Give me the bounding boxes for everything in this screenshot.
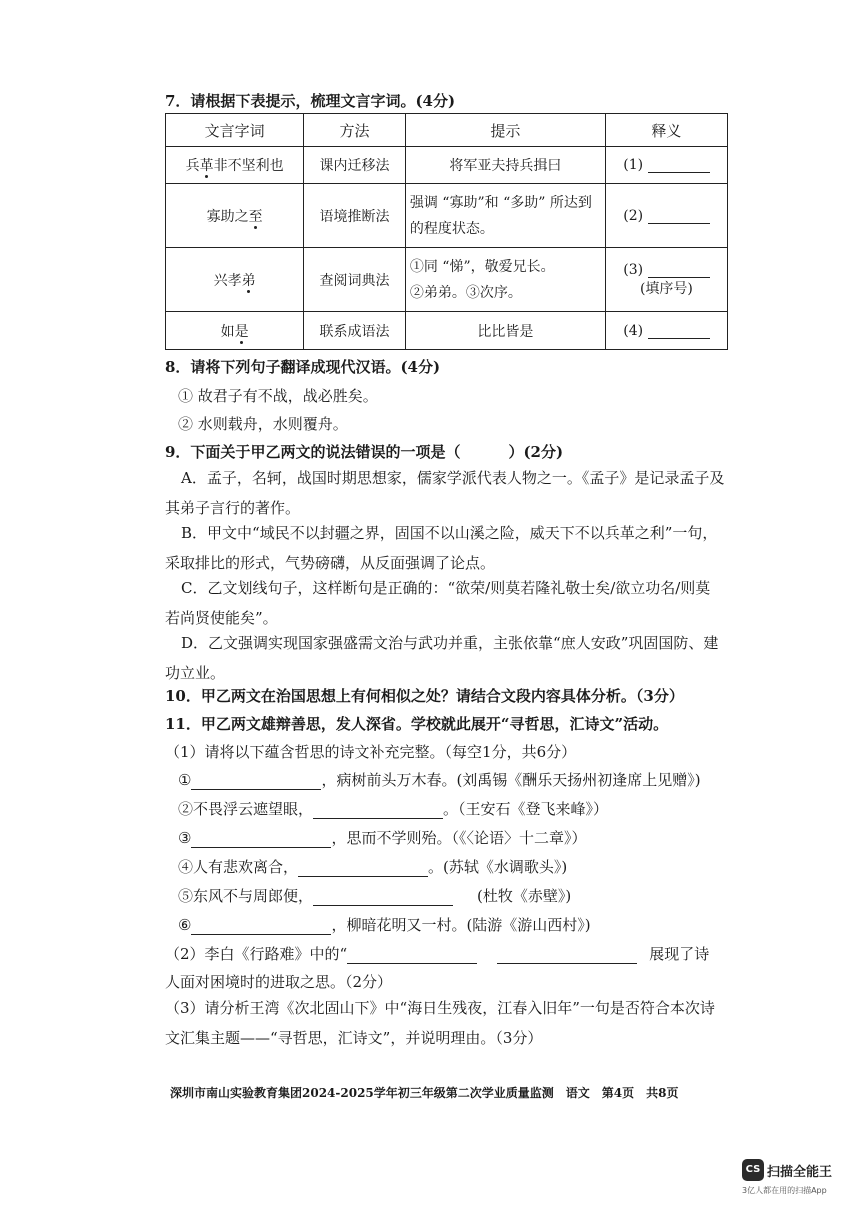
page-footer: 深圳市南山实验教育集团2024-2025学年初三年级第二次学业质量监测 语文 第4页 共8页 xyxy=(170,1086,679,1100)
watermark-tagline: 3亿人都在用的扫描App xyxy=(742,1186,827,1195)
cell-word: 兵革非不坚利也 xyxy=(166,147,304,184)
emphasis-char: 革 xyxy=(199,158,214,174)
emphasis-char: 至 xyxy=(248,208,263,225)
cell-method: 联系成语法 xyxy=(304,312,406,350)
cell-method: 课内迁移法 xyxy=(304,147,406,184)
cell-hint: 将军亚夫持兵揖曰 xyxy=(405,147,605,184)
table-row xyxy=(166,248,728,312)
header-word: 文言字词 xyxy=(166,114,304,147)
fill-item-4: ④人有悲欢离合， 。(苏轼《水调歌头》) xyxy=(178,858,568,876)
cell-word: 寡助之至 xyxy=(166,184,304,248)
q8-title: 8．请将下列句子翻译成现代汉语。(4分) xyxy=(165,358,441,376)
fill-blank[interactable] xyxy=(191,847,331,848)
header-hint: 提示 xyxy=(405,114,605,147)
q11-sub1: （1）请将以下蕴含哲思的诗文补充完整。（每空1分，共6分） xyxy=(165,743,577,761)
q9-option-c: C．乙文划线句子，这样断句是正确的：“欲荣/则莫若隆礼敬士矣/欲立功名/则莫若尚贤使能矣”。 xyxy=(165,579,711,627)
watermark-name: 扫描全能王 xyxy=(767,1165,833,1180)
q9-title: 9．下面关于甲乙两文的说法错误的一项是（ ）(2分) xyxy=(165,443,564,461)
q9-option-b: B．甲文中“域民不以封疆之界，固国不以山溪之险，威天下不以兵革之利”一句，采取排比的形式，气势磅礴，从反面强调了论点。 xyxy=(165,524,718,572)
cell-answer: (2) xyxy=(605,184,727,248)
fill-item-6: ⑥ ，柳暗花明又一村。(陆游《游山西村》) xyxy=(178,916,591,934)
answer-blank[interactable] xyxy=(648,223,710,224)
table-row xyxy=(166,147,728,184)
q11-sub3: （3）请分析王湾《次北固山下》中“海日生残夜，江春入旧年”一句是否符合本次诗文汇集主题——“寻哲思，汇诗文”，并说明理由。（3分） xyxy=(165,999,715,1047)
q7-title: 7．请根据下表提示，梳理文言字词。(4分) xyxy=(165,92,456,110)
cell-answer: (1) xyxy=(605,147,727,184)
fill-blank[interactable] xyxy=(497,963,637,964)
cell-answer: (3) (填序号) xyxy=(605,248,727,312)
cell-hint: ①同 “悌”，敬爱兄长。 ②弟弟。③次序。 xyxy=(405,248,605,312)
header-meaning: 释义 xyxy=(605,114,727,147)
fill-item-1: ① ，病树前头万木春。(刘禹锡《酬乐天扬州初逢席上见赠》) xyxy=(178,771,701,789)
cell-method: 查阅词典法 xyxy=(304,248,406,312)
fill-blank[interactable] xyxy=(313,818,443,819)
header-method: 方法 xyxy=(304,114,406,147)
cell-hint: 比比皆是 xyxy=(405,312,605,350)
vocab-table xyxy=(165,113,728,350)
q8-item: ② 水则载舟，水则覆舟。 xyxy=(178,415,348,433)
q9-option-a: A．孟子，名轲，战国时期思想家，儒家学派代表人物之一。《孟子》是记录孟子及其弟子言行的著作。 xyxy=(165,469,725,517)
table-row xyxy=(166,312,728,350)
table-row xyxy=(166,184,728,248)
fill-item-5: ⑤东风不与周郎便， (杜牧《赤壁》) xyxy=(178,887,572,905)
q11-sub2: （2）李白《行路难》中的“ 展现了诗 xyxy=(165,945,710,963)
q8-item: ① 故君子有不战，战必胜矣。 xyxy=(178,387,378,405)
cell-hint: 强调 “寡助”和 “多助” 所达到的程度状态。 xyxy=(405,184,605,248)
cell-word: 如是 xyxy=(166,312,304,350)
answer-note: (填序号) xyxy=(639,280,693,297)
fill-blank[interactable] xyxy=(191,934,331,935)
fill-blank[interactable] xyxy=(313,905,453,906)
fill-blank[interactable] xyxy=(191,789,321,790)
q11-title: 11．甲乙两文雄辩善思，发人深省。学校就此展开“寻哲思，汇诗文”活动。 xyxy=(165,715,669,733)
emphasis-char: 弟 xyxy=(241,272,256,289)
cell-word: 兴孝弟 xyxy=(166,248,304,312)
fill-blank[interactable] xyxy=(298,876,428,877)
answer-blank[interactable] xyxy=(648,172,710,173)
cell-answer: (4) xyxy=(605,312,727,350)
q10-title: 10．甲乙两文在治国思想上有何相似之处？请结合文段内容具体分析。（3分） xyxy=(165,687,684,705)
table-header-row xyxy=(166,114,728,147)
q9-option-d: D．乙文强调实现国家强盛需文治与武功并重，主张依靠“庶人安政”巩固国防、建功立业。 xyxy=(165,634,719,682)
fill-item-2: ②不畏浮云遮望眼， 。（王安石《登飞来峰》） xyxy=(178,800,609,818)
fill-item-3: ③ ，思而不学则殆。（《〈论语〉十二章》） xyxy=(178,829,587,847)
q11-sub2-cont: 人面对困境时的进取之思。（2分） xyxy=(165,973,393,991)
answer-blank[interactable] xyxy=(648,338,710,339)
fill-blank[interactable] xyxy=(347,963,477,964)
camscanner-logo-icon: CS xyxy=(742,1159,764,1181)
scanner-watermark xyxy=(742,1159,842,1199)
emphasis-char: 是 xyxy=(234,323,249,340)
cell-method: 语境推断法 xyxy=(304,184,406,248)
